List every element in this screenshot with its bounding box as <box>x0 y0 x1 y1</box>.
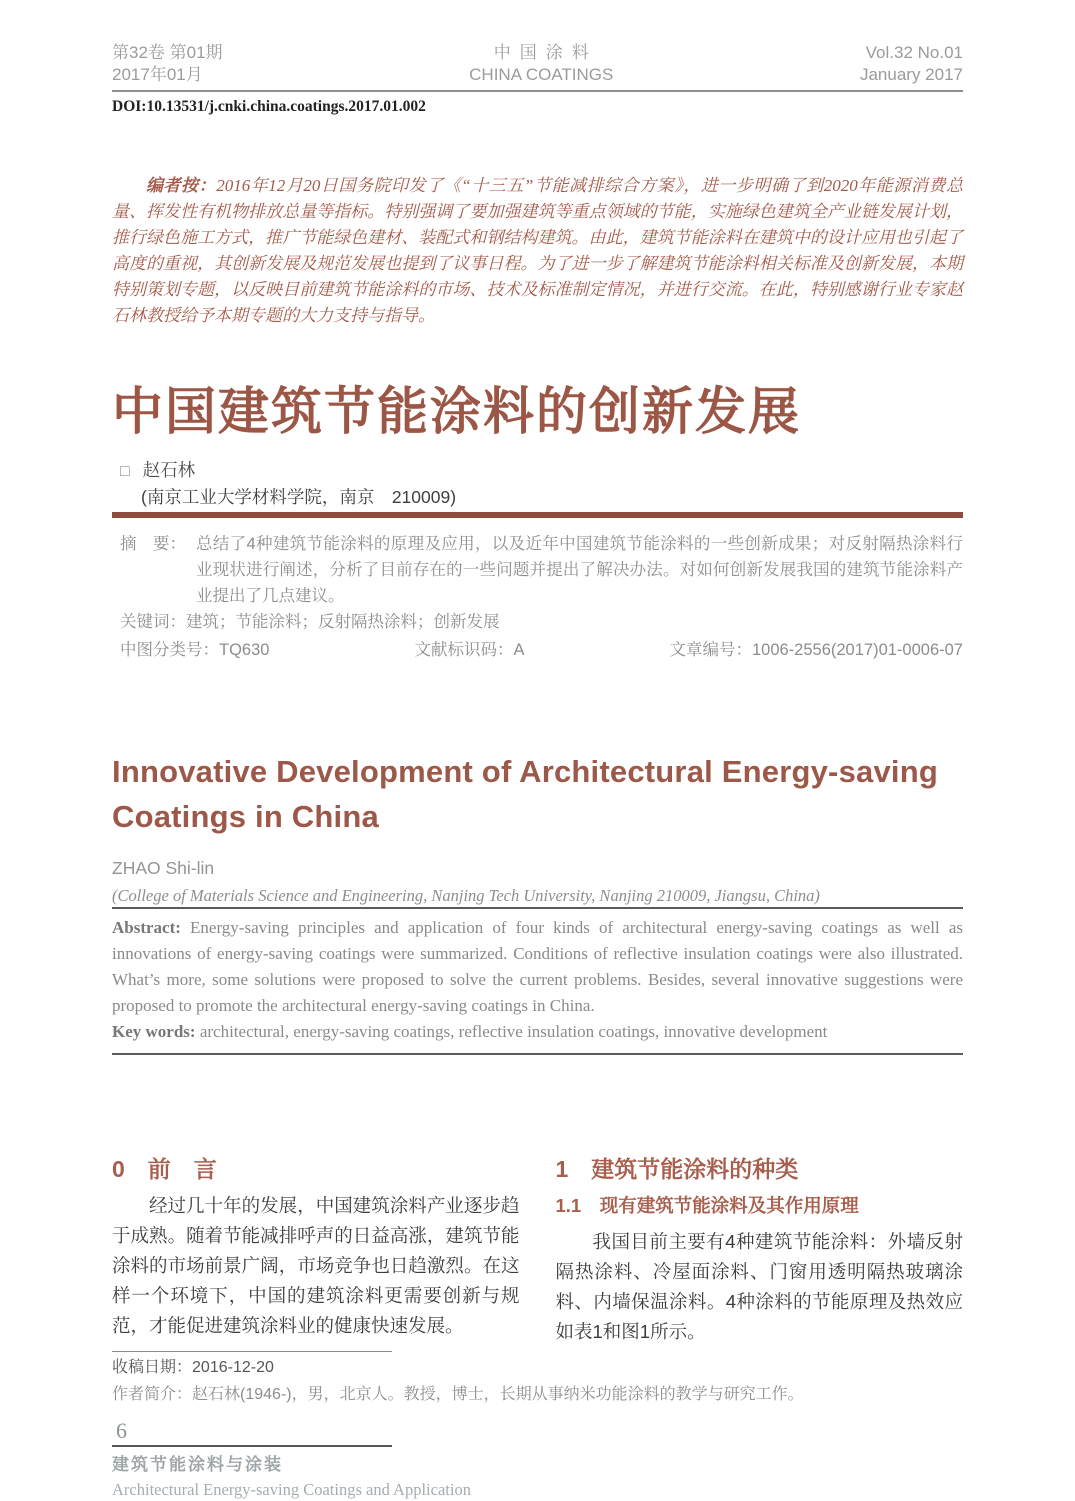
doi-text: DOI:10.13531/j.cnki.china.coatings.2017.01.002 <box>112 98 426 115</box>
article-title-cn: 中国建筑节能涂料的创新发展 <box>112 383 802 440</box>
title-divider-bar <box>112 512 963 518</box>
author-row <box>112 459 963 483</box>
section-0-heading: 0 前 言 <box>112 1156 217 1182</box>
clc-label: 中图分类号： <box>120 641 219 659</box>
keywords-en-row <box>112 1019 963 1045</box>
masthead-left <box>112 42 223 86</box>
affiliation-cn: (南京工业大学材料学院，南京 210009) <box>141 487 457 507</box>
masthead-right <box>860 42 963 86</box>
editor-note-label: 编者按： <box>146 176 217 195</box>
article-id <box>669 637 963 663</box>
document-code-label: 文献标识码： <box>414 641 514 659</box>
english-abstract-box <box>112 907 963 1055</box>
chinese-abstract-block <box>112 531 963 663</box>
body-columns <box>112 1155 963 1347</box>
document-code-value: A <box>513 641 525 659</box>
left-column <box>112 1155 520 1347</box>
affiliation-en: (College of Materials Science and Engineering, Nanjing Tech University, Nanjing 210009, Jiangsu, China) <box>112 886 820 905</box>
abstract-text-cn: 总结了4种建筑节能涂料的原理及应用，以及近年中国建筑节能涂料的一些创新成果；对反射隔热涂料行业现状进行阐述，分析了目前存在的一些问题并提出了解决办法。对如何创新发展我国的建筑节能涂料产业提出了几点建议。 <box>196 535 963 605</box>
right-column <box>556 1155 964 1347</box>
received-date-line <box>112 1357 963 1379</box>
editor-note <box>112 173 963 329</box>
article-title-en <box>112 749 963 839</box>
section-1-heading: 1 建筑节能涂料的种类 <box>555 1156 799 1182</box>
volume-issue-cn: 第32卷 第01期 <box>112 43 223 62</box>
journal-title-en: CHINA COATINGS <box>469 65 614 84</box>
abstract-row-cn <box>120 531 963 609</box>
article-id-label: 文章编号： <box>669 641 752 659</box>
column-title-cn: 建筑节能涂料与涂装 <box>112 1455 283 1474</box>
page-footer <box>112 1418 963 1501</box>
editor-note-text: 2016年12月20日国务院印发了《“十三五”节能减排综合方案》，进一步明确了到2020年能源消费总量、挥发性有机物排放总量等指标。特别强调了要加强建筑等重点领域的节能，实施绿色建筑全产业链发展计划，推行绿色施工方式，推广节能绿色建材、装配式和钢结构建筑。由此，建筑节能涂料在建筑中的设计应用也引起了高度的重视，其创新发展及规范发展也提到了议事日程。为了进一步了解建筑节能涂料相关标准及创新发展，本期特别策划专题，以反映目前建筑节能涂料的市场、技术及标准制定情况，并进行交流。在此，特别感谢行业专家赵石林教授给予本期专题的大力支持与指导。 <box>112 176 963 325</box>
masthead <box>112 42 963 86</box>
abstract-en <box>112 915 963 1019</box>
section-1-1-heading: 1.1 现有建筑节能涂料及其作用原理 <box>555 1195 859 1216</box>
section-0-paragraph: 经过几十年的发展，中国建筑涂料产业逐步趋于成熟。随着节能减排呼声的日益高涨，建筑节能涂料的市场前景广阔，市场竞争也日趋激烈。在这样一个环境下，中国的建筑涂料更需要创新与规范，才能促进建筑涂料业的健康快速发展。 <box>112 1195 520 1336</box>
keywords-row-cn <box>120 609 963 635</box>
article-title-en-line1: Innovative Development of Architectural Energy-saving <box>112 754 938 789</box>
footnote-divider <box>112 1351 392 1352</box>
clc-value: TQ630 <box>219 641 270 659</box>
author-square-icon: □ <box>120 463 130 480</box>
abstract-label-en: Abstract: <box>112 918 181 937</box>
masthead-center <box>469 42 613 86</box>
page-number: 6 <box>116 1418 127 1443</box>
author-bio-text: 赵石林(1946-)，男，北京人。教授，博士，长期从事纳米功能涂料的教学与研究工作。 <box>192 1386 804 1403</box>
author-name-en: ZHAO Shi-lin <box>112 858 215 878</box>
section-1-1-paragraph: 我国目前主要有4种建筑节能涂料：外墙反射隔热涂料、冷屋面涂料、门窗用透明隔热玻璃涂料、内墙保温涂料。4种涂料的节能原理及热效应如表1和图1所示。 <box>555 1231 963 1342</box>
document-code <box>414 637 524 663</box>
journal-title-cn: 中国涂料 <box>493 43 598 62</box>
page-number-divider <box>112 1445 392 1447</box>
keywords-label-cn: 关键词： <box>120 613 186 631</box>
keywords-cn: 建筑；节能涂料；反射隔热涂料；创新发展 <box>186 613 500 631</box>
article-title-en-line2: Coatings in China <box>112 799 379 834</box>
received-date-label: 收稿日期： <box>112 1359 193 1376</box>
article-meta-row <box>120 637 963 663</box>
keywords-en: architectural, energy-saving coatings, reflective insulation coatings, innovative development <box>195 1022 828 1041</box>
issue-date-en: January 2017 <box>859 65 963 84</box>
masthead-divider <box>112 90 963 92</box>
volume-issue-en: Vol.32 No.01 <box>865 43 963 62</box>
clc-number <box>120 637 269 663</box>
article-id-value: 1006-2556(2017)01-0006-07 <box>751 641 963 659</box>
abstract-label-cn: 摘 要： <box>120 535 186 553</box>
column-title-en: Architectural Energy-saving Coatings and Application <box>112 1480 471 1499</box>
issue-date-cn: 2017年01月 <box>112 65 203 84</box>
author-bio-line <box>112 1384 963 1406</box>
abstract-text-en: Energy-saving principles and application of four kinds of architectural energy-saving coatings as well as innovations of energy-saving coatings were summarized. Conditions of reflective insulation coatings were also illustrated. What’s more, some solutions were proposed to solve the current problems. Besides, several innovative suggestions were proposed to promote the architectural energy-saving coatings in China. <box>112 918 963 1015</box>
author-name-cn: 赵石林 <box>142 460 196 480</box>
author-bio-label: 作者简介： <box>112 1386 193 1403</box>
received-date-value: 2016-12-20 <box>192 1359 274 1376</box>
keywords-label-en: Key words: <box>112 1022 196 1041</box>
